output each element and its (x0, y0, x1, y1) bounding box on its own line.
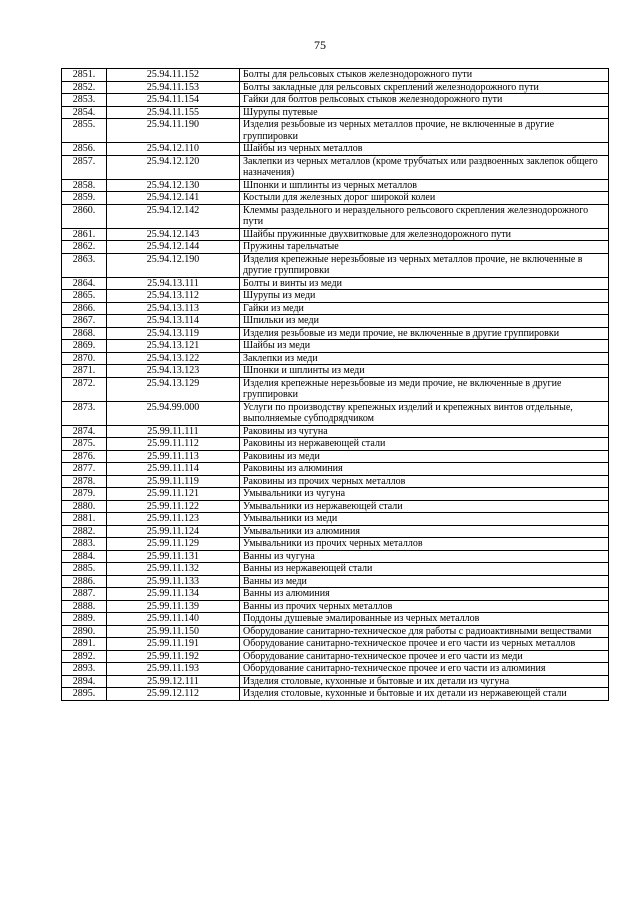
product-code: 25.94.13.122 (107, 352, 240, 365)
product-name: Изделия резьбовые из меди прочие, не включенные в другие группировки (240, 327, 609, 340)
table-row (62, 638, 609, 651)
product-code: 25.99.11.150 (107, 625, 240, 638)
row-number: 2895. (62, 688, 107, 701)
product-code: 25.99.11.119 (107, 475, 240, 488)
table-row (62, 438, 609, 451)
product-name: Оборудование санитарно-техническое прочее и его части из меди (240, 650, 609, 663)
table-row (62, 143, 609, 156)
table-row (62, 315, 609, 328)
table-row (62, 425, 609, 438)
product-name: Пружины тарельчатые (240, 241, 609, 254)
product-code: 25.94.13.111 (107, 277, 240, 290)
row-number: 2878. (62, 475, 107, 488)
row-number: 2882. (62, 525, 107, 538)
page-number: 75 (314, 38, 326, 52)
table-row (62, 500, 609, 513)
product-name: Раковины из нержавеющей стали (240, 438, 609, 451)
product-name: Ванны из нержавеющей стали (240, 563, 609, 576)
row-number: 2874. (62, 425, 107, 438)
product-code: 25.99.11.113 (107, 450, 240, 463)
table-row (62, 550, 609, 563)
table-row (62, 377, 609, 401)
product-name: Оборудование санитарно-техническое прочее и его части из алюминия (240, 663, 609, 676)
table-row (62, 228, 609, 241)
product-code: 25.99.11.193 (107, 663, 240, 676)
row-number: 2879. (62, 488, 107, 501)
product-code: 25.99.11.121 (107, 488, 240, 501)
product-code: 25.94.11.190 (107, 119, 240, 143)
row-number: 2861. (62, 228, 107, 241)
row-number: 2855. (62, 119, 107, 143)
product-name: Заклепки из меди (240, 352, 609, 365)
product-code: 25.94.11.154 (107, 94, 240, 107)
product-name: Заклепки из черных металлов (кроме трубчатых или раздвоенных заклепок общего назначения) (240, 155, 609, 179)
product-code: 25.99.11.111 (107, 425, 240, 438)
row-number: 2870. (62, 352, 107, 365)
table-row (62, 538, 609, 551)
product-name: Болты для рельсовых стыков железнодорожного пути (240, 69, 609, 82)
table-row (62, 475, 609, 488)
row-number: 2853. (62, 94, 107, 107)
row-number: 2886. (62, 575, 107, 588)
row-number: 2894. (62, 675, 107, 688)
table-row (62, 563, 609, 576)
table-row (62, 94, 609, 107)
product-code: 25.94.12.144 (107, 241, 240, 254)
product-name: Изделия столовые, кухонные и бытовые и их детали из чугуна (240, 675, 609, 688)
product-name: Шайбы из черных металлов (240, 143, 609, 156)
row-number: 2867. (62, 315, 107, 328)
product-name: Костыли для железных дорог широкой колеи (240, 192, 609, 205)
product-code: 25.99.11.192 (107, 650, 240, 663)
table-row (62, 302, 609, 315)
product-code: 25.99.11.140 (107, 613, 240, 626)
product-name: Изделия крепежные нерезьбовые из меди прочие, не включенные в другие группировки (240, 377, 609, 401)
product-code: 25.94.11.155 (107, 106, 240, 119)
row-number: 2863. (62, 253, 107, 277)
product-code: 25.99.11.112 (107, 438, 240, 451)
table-row (62, 106, 609, 119)
table-row (62, 340, 609, 353)
product-code: 25.99.12.112 (107, 688, 240, 701)
table-row (62, 688, 609, 701)
row-number: 2856. (62, 143, 107, 156)
product-code: 25.94.13.114 (107, 315, 240, 328)
table-row (62, 663, 609, 676)
product-name: Ванны из чугуна (240, 550, 609, 563)
table-row (62, 179, 609, 192)
registry-table-body (62, 69, 609, 701)
product-name: Умывальники из меди (240, 513, 609, 526)
table-row (62, 450, 609, 463)
table-row (62, 675, 609, 688)
product-code: 25.99.11.191 (107, 638, 240, 651)
row-number: 2857. (62, 155, 107, 179)
product-name: Изделия столовые, кухонные и бытовые и их детали из нержавеющей стали (240, 688, 609, 701)
row-number: 2883. (62, 538, 107, 551)
product-name: Клеммы раздельного и нераздельного рельсового скрепления железнодорожного пути (240, 204, 609, 228)
product-code: 25.94.11.153 (107, 81, 240, 94)
row-number: 2869. (62, 340, 107, 353)
product-name: Шурупы из меди (240, 290, 609, 303)
product-code: 25.94.99.000 (107, 401, 240, 425)
product-name: Изделия резьбовые из черных металлов прочие, не включенные в другие группировки (240, 119, 609, 143)
row-number: 2873. (62, 401, 107, 425)
product-code: 25.99.11.123 (107, 513, 240, 526)
product-code: 25.94.12.120 (107, 155, 240, 179)
table-row (62, 365, 609, 378)
product-code: 25.99.11.114 (107, 463, 240, 476)
product-code: 25.94.13.112 (107, 290, 240, 303)
table-row (62, 625, 609, 638)
product-code: 25.94.12.130 (107, 179, 240, 192)
product-name: Раковины из чугуна (240, 425, 609, 438)
product-name: Ванны из меди (240, 575, 609, 588)
product-name: Шайбы пружинные двухвитковые для железнодорожного пути (240, 228, 609, 241)
product-code: 25.94.13.113 (107, 302, 240, 315)
product-name: Поддоны душевые эмалированные из черных металлов (240, 613, 609, 626)
product-name: Умывальники из прочих черных металлов (240, 538, 609, 551)
table-row (62, 401, 609, 425)
row-number: 2891. (62, 638, 107, 651)
row-number: 2852. (62, 81, 107, 94)
row-number: 2866. (62, 302, 107, 315)
table-row (62, 241, 609, 254)
row-number: 2854. (62, 106, 107, 119)
table-row (62, 69, 609, 82)
product-name: Гайки для болтов рельсовых стыков железнодорожного пути (240, 94, 609, 107)
row-number: 2871. (62, 365, 107, 378)
registry-table (61, 68, 609, 701)
table-row (62, 600, 609, 613)
product-code: 25.94.12.142 (107, 204, 240, 228)
product-code: 25.99.11.124 (107, 525, 240, 538)
row-number: 2892. (62, 650, 107, 663)
product-name: Ванны из прочих черных металлов (240, 600, 609, 613)
product-name: Умывальники из алюминия (240, 525, 609, 538)
table-row (62, 290, 609, 303)
product-name: Гайки из меди (240, 302, 609, 315)
table-row (62, 525, 609, 538)
row-number: 2877. (62, 463, 107, 476)
table-row (62, 352, 609, 365)
table-row (62, 277, 609, 290)
product-name: Шпонки и шплинты из меди (240, 365, 609, 378)
product-code: 25.99.11.129 (107, 538, 240, 551)
product-name: Услуги по производству крепежных изделий и крепежных винтов отдельные, выполняемые субподрядчиком (240, 401, 609, 425)
table-row (62, 463, 609, 476)
product-code: 25.94.11.152 (107, 69, 240, 82)
row-number: 2881. (62, 513, 107, 526)
product-name: Изделия крепежные нерезьбовые из черных металлов прочие, не включенные в другие группировки (240, 253, 609, 277)
table-row (62, 119, 609, 143)
table-row (62, 155, 609, 179)
product-name: Умывальники из нержавеющей стали (240, 500, 609, 513)
product-code: 25.99.11.134 (107, 588, 240, 601)
product-code: 25.99.11.131 (107, 550, 240, 563)
table-row (62, 650, 609, 663)
table-row (62, 204, 609, 228)
product-name: Оборудование санитарно-техническое для работы с радиоактивными веществами (240, 625, 609, 638)
row-number: 2858. (62, 179, 107, 192)
product-code: 25.94.13.121 (107, 340, 240, 353)
table-row (62, 192, 609, 205)
product-name: Болты закладные для рельсовых скреплений железнодорожного пути (240, 81, 609, 94)
row-number: 2865. (62, 290, 107, 303)
product-code: 25.99.11.133 (107, 575, 240, 588)
table-row (62, 327, 609, 340)
product-code: 25.94.12.141 (107, 192, 240, 205)
row-number: 2859. (62, 192, 107, 205)
product-name: Ванны из алюминия (240, 588, 609, 601)
product-name: Шурупы путевые (240, 106, 609, 119)
table-row (62, 613, 609, 626)
row-number: 2872. (62, 377, 107, 401)
product-code: 25.94.12.143 (107, 228, 240, 241)
product-name: Раковины из алюминия (240, 463, 609, 476)
row-number: 2851. (62, 69, 107, 82)
row-number: 2868. (62, 327, 107, 340)
row-number: 2887. (62, 588, 107, 601)
product-name: Шпонки и шплинты из черных металлов (240, 179, 609, 192)
product-code: 25.94.13.129 (107, 377, 240, 401)
product-name: Шайбы из меди (240, 340, 609, 353)
product-code: 25.94.13.123 (107, 365, 240, 378)
row-number: 2875. (62, 438, 107, 451)
table-row (62, 488, 609, 501)
table-row (62, 588, 609, 601)
product-name: Раковины из меди (240, 450, 609, 463)
product-name: Умывальники из чугуна (240, 488, 609, 501)
product-code: 25.94.12.190 (107, 253, 240, 277)
row-number: 2880. (62, 500, 107, 513)
row-number: 2893. (62, 663, 107, 676)
product-name: Раковины из прочих черных металлов (240, 475, 609, 488)
product-code: 25.94.13.119 (107, 327, 240, 340)
product-code: 25.94.12.110 (107, 143, 240, 156)
product-name: Болты и винты из меди (240, 277, 609, 290)
row-number: 2862. (62, 241, 107, 254)
row-number: 2889. (62, 613, 107, 626)
table-row (62, 575, 609, 588)
row-number: 2885. (62, 563, 107, 576)
table-row (62, 253, 609, 277)
row-number: 2876. (62, 450, 107, 463)
table-row (62, 513, 609, 526)
row-number: 2884. (62, 550, 107, 563)
row-number: 2860. (62, 204, 107, 228)
product-code: 25.99.11.132 (107, 563, 240, 576)
product-code: 25.99.11.139 (107, 600, 240, 613)
product-code: 25.99.11.122 (107, 500, 240, 513)
product-code: 25.99.12.111 (107, 675, 240, 688)
row-number: 2888. (62, 600, 107, 613)
product-name: Шпильки из меди (240, 315, 609, 328)
table-row (62, 81, 609, 94)
row-number: 2890. (62, 625, 107, 638)
row-number: 2864. (62, 277, 107, 290)
product-name: Оборудование санитарно-техническое прочее и его части из черных металлов (240, 638, 609, 651)
